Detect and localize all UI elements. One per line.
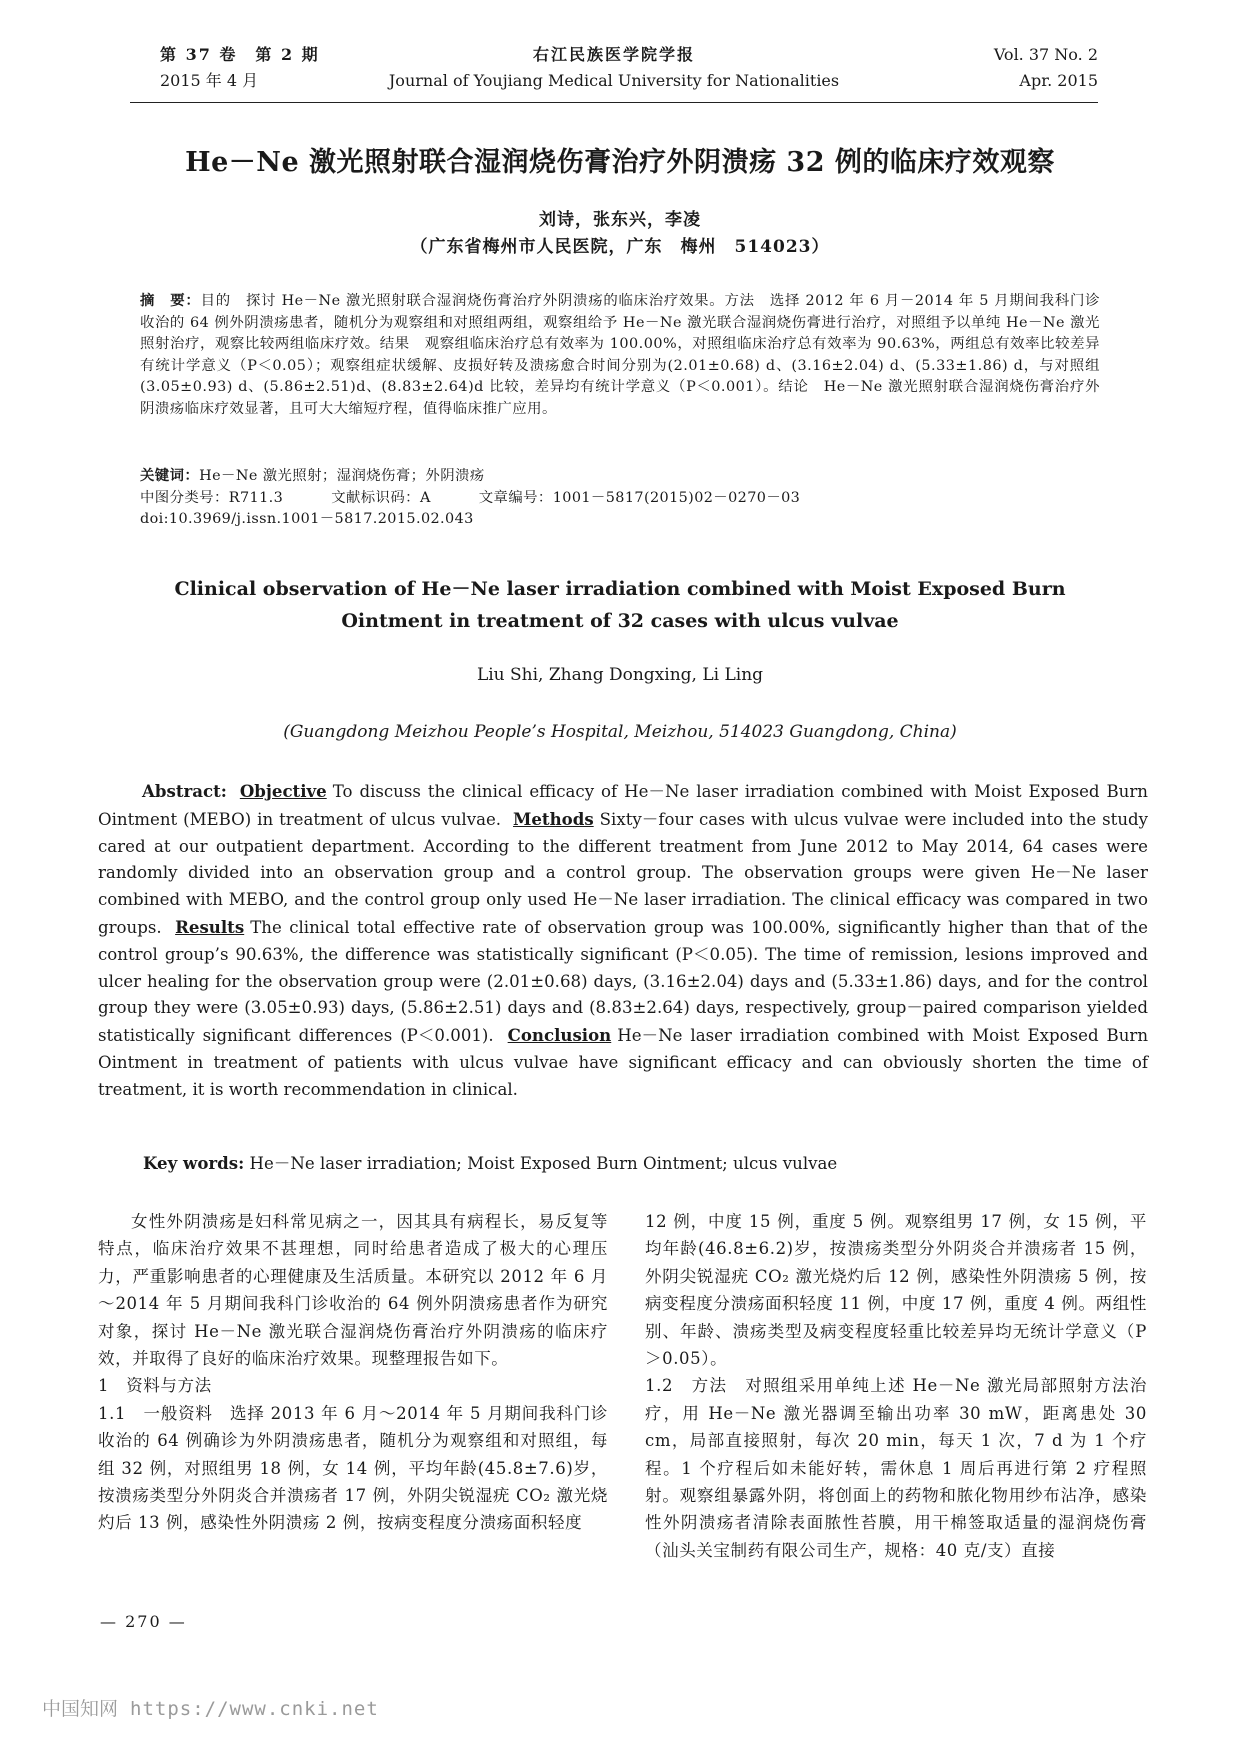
article-number-label: 文章编号：: [478, 489, 553, 506]
intro-paragraph: 女性外阴溃疡是妇科常见病之一，因其具有病程长，易反复等特点，临床治疗效果不甚理想，同时给患者造成了极大的心理压力，严重影响患者的心理健康及生活质量。本研究以 2012 年 6 月～2014 年 5 月期间我科门诊收治的 64 例外阴溃疡患者作为研究对象，探讨 He－Ne 激光联合湿润烧伤膏治疗外阴溃疡的临床疗效，并取得了良好的临床治疗效果。现整理报告如下。: [98, 1212, 608, 1369]
clc-label: 中图分类号：: [140, 489, 229, 506]
keywords-en-text: He－Ne laser irradiation; Moist Exposed Burn Ointment; ulcus vulvae: [249, 1154, 838, 1173]
article-title-zh: He－Ne 激光照射联合湿润烧伤膏治疗外阴溃疡 32 例的临床疗效观察: [185, 147, 1055, 178]
authors-en: Liu Shi, Zhang Dongxing, Li Ling: [476, 665, 764, 685]
results-text: The clinical total effective rate of observation group was 100.00%, significantly higher than that of the control group’s 90.63%, the difference was statistically significant (P＜0.05). The time of remission, lesions improved and ulcer healing for the observation group were (2.01±0.68) days, (3.16±2.04) days and (5.33±1.86) days, and for the control group they were (3.05±0.93) days, (5.86±2.51) days and (8.83±2.64) days, respectively, group－paired comparison yielded statistically significant differences (P＜0.001).: [98, 917, 1148, 1046]
header-center: [130, 42, 1098, 94]
doi: doi:10.3969/j.issn.1001－5817.2015.02.043: [140, 511, 474, 528]
methods-text: Sixty－four cases with ulcus vulvae were included into the study cared at our outpatient department. According to the different treatment from June 2012 to May 2014, 64 cases were randomly divided into an observation group and a control group. The observation groups were given He－Ne laser combined with MEBO, and the control group only used He－Ne laser irradiation. The clinical efficacy was compared in two groups.: [98, 809, 1148, 937]
keywords-zh-label: 关键词：: [140, 467, 200, 484]
date-en: Apr. 2015: [1019, 71, 1098, 90]
abstract-zh-label: 摘 要：: [140, 292, 201, 309]
abstract-zh-text: 目的 探讨 He－Ne 激光照射联合湿润烧伤膏治疗外阴溃疡的临床治疗效果。方法 选择 2012 年 6 月－2014 年 5 月期间我科门诊收治的 64 例外阴溃疡患者，随机分为观察组和对照组两组，观察组给予 He－Ne 激光联合湿润烧伤膏进行治疗，对照组予以单纯 He－Ne 激光照射治疗，观察比较两组临床疗效。结果 观察组临床治疗总有效率为 100.00%，对照组临床治疗总有效率为 90.63%，两组总有效率比较差异有统计学意义（P＜0.05）；观察组症状缓解、皮损好转及溃疡愈合时间分别为(2.01±0.68) d、(3.16±2.04) d、(5.33±1.86) d，与对照组(3.05±0.93) d、(5.86±2.51)d、(8.83±2.64)d 比较，差异均有统计学意义（P＜0.001）。结论 He－Ne 激光照射联合湿润烧伤膏治疗外阴溃疡临床疗效显著，且可大大缩短疗程，值得临床推广应用。: [140, 293, 1100, 417]
article-title-en: [150, 573, 1090, 637]
results-label: Results: [175, 916, 245, 937]
body-column-left: [98, 1208, 608, 1537]
header-right: [994, 42, 1098, 94]
cnki-logo-text: 中国知网: [42, 1698, 119, 1720]
keywords-en-label: Key words:: [143, 1153, 245, 1173]
abstract-zh: [140, 290, 1100, 421]
affiliation-en: (Guangdong Meizhou People’s Hospital, Meizhou, 514023 Guangdong, China): [283, 722, 957, 742]
abstract-en: [98, 778, 1148, 1104]
doc-code: A: [419, 489, 431, 506]
section-1-1-paragraph: 1.1 一般资料 选择 2013 年 6 月～2014 年 5 月期间我科门诊收治的 64 例确诊为外阴溃疡患者，随机分为观察组和对照组，每组 32 例，对照组男 18 例，女 14 例，平均年龄(45.8±7.6)岁，按溃疡类型分外阴炎合并溃疡者 17 例，外阴尖锐湿疣 CO₂ 激光烧灼后 13 例，感染性外阴溃疡 2 例，按病变程度分溃疡面积轻度: [98, 1403, 608, 1533]
cnki-url: https://www.cnki.net: [130, 1698, 379, 1720]
abstract-en-label: Abstract:: [142, 781, 227, 801]
authors-zh: 刘诗，张东兴，李凌: [539, 210, 701, 230]
section-1-1-continued: 12 例，中度 15 例，重度 5 例。观察组男 17 例，女 15 例，平均年龄(46.8±6.2)岁，按溃疡类型分外阴炎合并溃疡者 15 例，外阴尖锐湿疣 CO₂ 激光烧灼后 12 例，感染性外阴溃疡 5 例，按病变程度分溃疡面积轻度 11 例，中度 17 例，重度 4 例。两组性别、年龄、溃疡类型及病变程度轻重比较差异均无统计学意义（P＞0.05）。: [645, 1212, 1147, 1369]
section-heading-methods: 1 资料与方法: [98, 1376, 212, 1396]
objective-label: Objective: [239, 781, 327, 801]
page-number: — 270 —: [100, 1612, 187, 1631]
clc-code: R711.3: [228, 489, 284, 506]
doc-code-label: 文献标识码：: [331, 489, 420, 506]
journal-title-zh: 右江民族医学院学报: [532, 45, 695, 64]
article-title-en-line1: Clinical observation of He－Ne laser irradiation combined with Moist Exposed Burn: [174, 578, 1066, 600]
keywords-en: [143, 1150, 1148, 1174]
conclusion-label: Conclusion: [507, 1025, 612, 1046]
watermark-footer: [42, 1694, 379, 1721]
section-1-2-paragraph: 1.2 方法 对照组采用单纯上述 He－Ne 激光局部照射方法治疗，用 He－Ne 激光器调至输出功率 30 mW，距离患处 30 cm，局部直接照射，每次 20 min，每天 1 次，7 d 为 1 个疗程。1 个疗程后如未能好转，需休息 1 周后再进行第 2 疗程照射。观察组暴露外阴，将创面上的药物和脓化物用纱布沾净，感染性外阴溃疡者清除表面脓性苔膜，用干棉签取适量的湿润烧伤膏（汕头关宝制药有限公司生产，规格：40 克/支）直接: [645, 1376, 1147, 1560]
running-header: [130, 42, 1098, 98]
objective-text: To discuss the clinical efficacy of He－Ne laser irradiation combined with Moist Exposed Burn Ointment (MEBO) in treatment of ulcus vulvae.: [98, 782, 1148, 829]
article-title-en-line2: Ointment in treatment of 32 cases with ulcus vulvae: [341, 610, 899, 632]
volume-en: Vol. 37 No. 2: [993, 45, 1098, 64]
conclusion-text: He－Ne laser irradiation combined with Moist Exposed Burn Ointment in treatment of patients with ulcus vulvae have significant efficacy and can obviously shorten the time of treatment, it is worth recommendation in clinical.: [98, 1026, 1149, 1099]
keywords-zh-text: He－Ne 激光照射；湿润烧伤膏；外阴溃疡: [199, 468, 485, 484]
article-meta-zh: [140, 465, 1100, 531]
methods-label: Methods: [513, 808, 594, 829]
volume-zh: 第 37 卷 第 2 期: [160, 45, 320, 64]
date-zh: 2015 年 4 月: [160, 71, 259, 90]
affiliation-zh: （广东省梅州市人民医院，广东 梅州 514023）: [410, 237, 830, 257]
keywords-zh: [140, 465, 1100, 488]
classification-line: [140, 488, 1100, 510]
article-number: 1001－5817(2015)02－0270－03: [552, 489, 801, 506]
header-rule: [130, 102, 1098, 103]
body-column-right: [645, 1208, 1147, 1564]
journal-title-en: Journal of Youjiang Medical University for Nationalities: [388, 71, 840, 90]
